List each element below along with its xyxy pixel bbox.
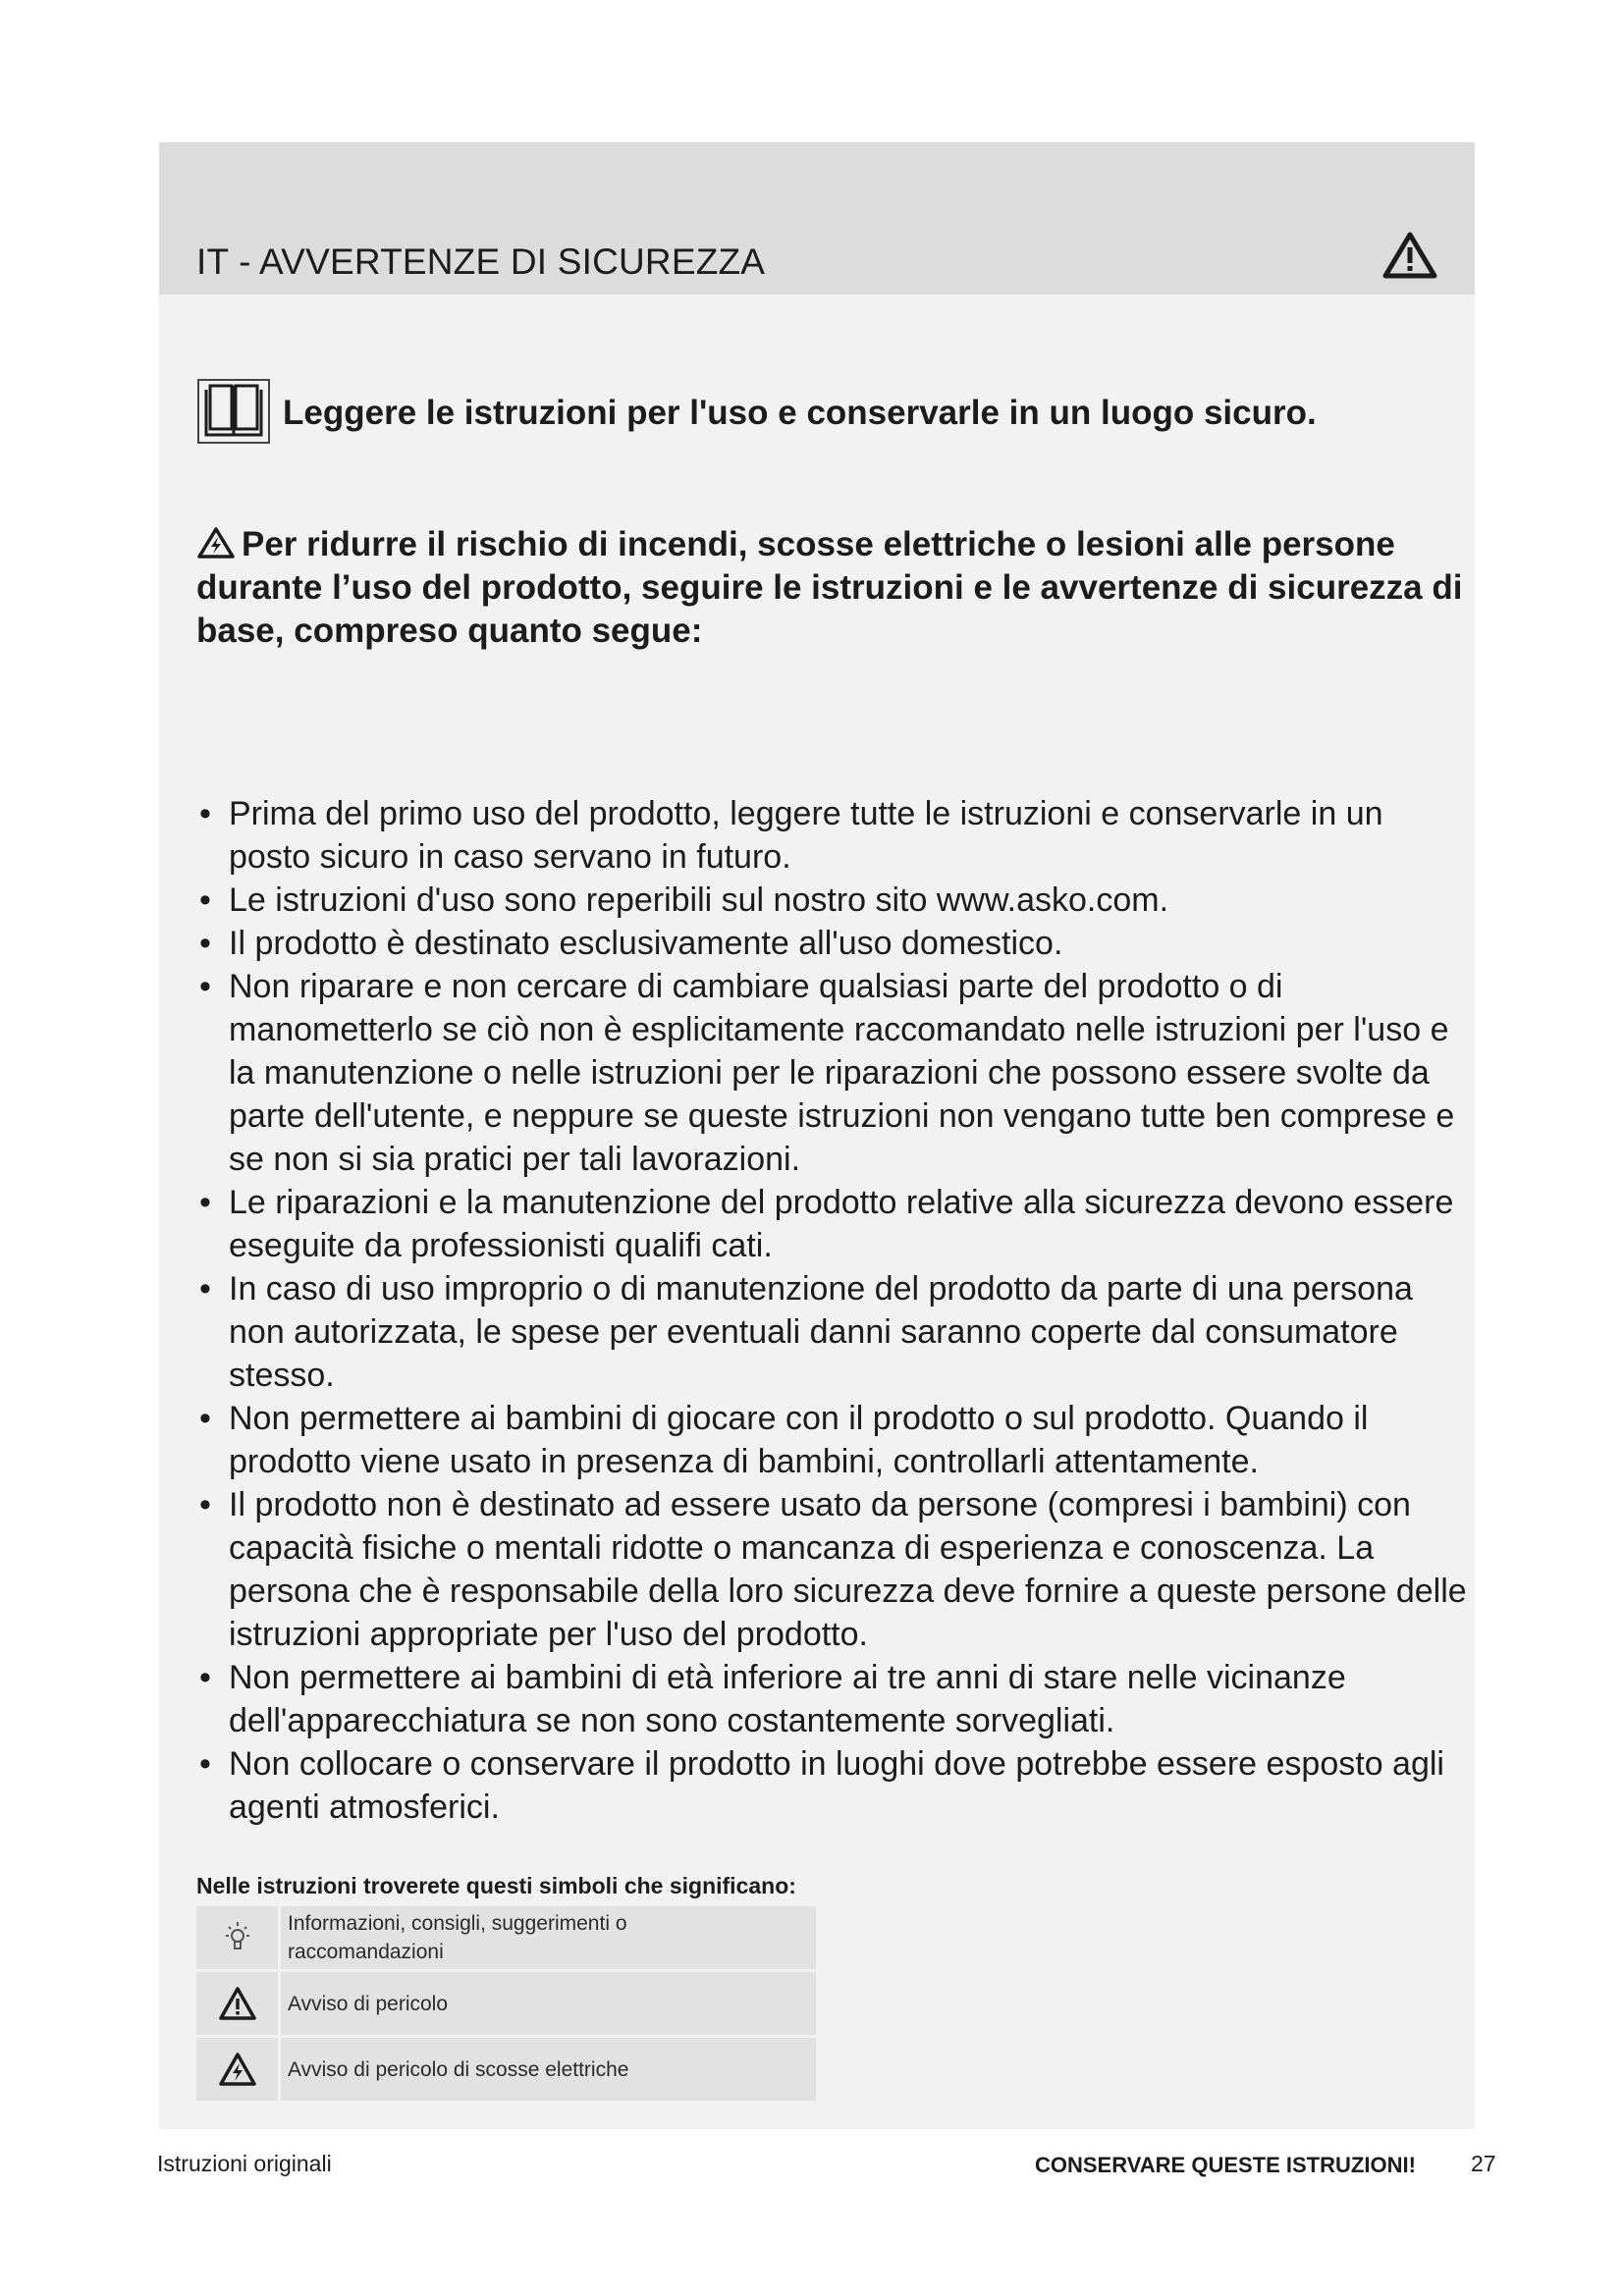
electric-warning-icon: [218, 2052, 257, 2087]
header-band: [159, 142, 1475, 294]
legend-text: Avviso di pericolo: [281, 1972, 816, 2035]
list-item: • Non collocare o conservare il prodotto in luoghi dove potrebbe essere esposto agli agenti atmosferici.: [199, 1745, 1444, 1826]
list-item: • In caso di uso improprio o di manutenzione del prodotto da parte di una persona non autorizzata, le spese per eventuali danni saranno coperte dal consumatore stesso.: [199, 1270, 1413, 1394]
list-item: • Le riparazioni e la manutenzione del prodotto relative alla sicurezza devono essere eseguite da professionisti qualifi cati.: [199, 1184, 1454, 1264]
symbol-legend: [196, 1906, 816, 2104]
list-item: • Prima del primo uso del prodotto, leggere tutte le istruzioni e conservarle in un posto sicuro in caso servano in futuro.: [199, 795, 1383, 876]
read-instructions-notice: [196, 378, 1453, 447]
lightbulb-icon: [218, 1918, 257, 1957]
safety-bullet-list: [196, 792, 1473, 1829]
intro-text: Per ridurre il rischio di incendi, scosse elettriche o lesioni alle persone durante l’uso del prodotto, seguire le istruzioni e le avvertenze di sicurezza di base, compreso quanto segue:: [196, 525, 1463, 650]
list-item: • Le istruzioni d'uso sono reperibili sul nostro sito www.asko.com.: [199, 881, 1169, 919]
page-title: IT - AVVERTENZE DI SICUREZZA: [196, 241, 766, 282]
list-item: • Non permettere ai bambini di giocare con il prodotto o sul prodotto. Quando il prodotto viene usato in presenza di bambini, controllarli attentamente.: [199, 1400, 1369, 1480]
intro-paragraph: [196, 523, 1463, 653]
legend-row-electric: [196, 2038, 816, 2101]
list-item: • Non permettere ai bambini di età inferiore ai tre anni di stare nelle vicinanze dell'apparecchiatura se non sono costantemente sorvegliati.: [199, 1659, 1346, 1739]
warning-triangle-icon: [218, 1986, 257, 2021]
list-item: • Il prodotto non è destinato ad essere usato da persone (compresi i bambini) con capacità fisiche o mentali ridotte o mancanza di esperienza e conoscenza. La persona che è responsabile della loro sicurezza deve fornire a queste persone delle istruzioni appropriate per l'uso del prodotto.: [199, 1486, 1467, 1653]
legend-text: raccomandazioni: [288, 1941, 444, 1963]
safety-panel: [159, 142, 1475, 2129]
legend-text: Informazioni, consigli, suggerimenti o: [288, 1912, 627, 1935]
legend-row-danger: [196, 1972, 816, 2035]
legend-text: Avviso di pericolo di scosse elettriche: [281, 2038, 816, 2101]
warning-triangle-icon: [1382, 231, 1437, 280]
electric-warning-icon: [196, 526, 236, 560]
read-instructions-text: Leggere le istruzioni per l'uso e conservarle in un luogo sicuro.: [283, 394, 1317, 432]
footer-right-text: CONSERVARE QUESTE ISTRUZIONI!: [1035, 2153, 1416, 2177]
legend-title: Nelle istruzioni troverete questi simboli che significano:: [196, 1873, 796, 1898]
page-number: 27: [1471, 2151, 1496, 2176]
legend-row-info: [196, 1906, 816, 1969]
footer-left-text: Istruzioni originali: [157, 2151, 332, 2176]
book-icon: [196, 378, 271, 445]
list-item: • Il prodotto è destinato esclusivamente all'uso domestico.: [199, 925, 1063, 962]
list-item: • Non riparare e non cercare di cambiare qualsiasi parte del prodotto o di manometterlo se ciò non è esplicitamente raccomandato nelle istruzioni per l'uso e la manutenzione o nelle istruzioni per le riparazioni che possono essere svolte da parte dell'utente, e neppure se queste istruzioni non vengano tutte ben comprese e se non si sia pratici per tali lavorazioni.: [199, 968, 1455, 1178]
